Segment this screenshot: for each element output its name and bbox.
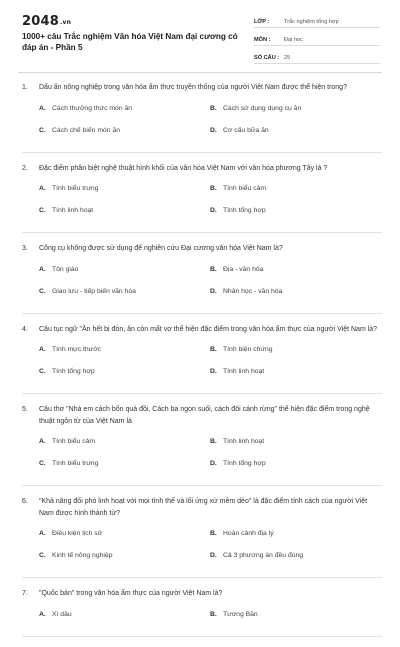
- answer-option[interactable]: [39, 528, 210, 539]
- option-text: Xì dầu: [52, 610, 72, 618]
- option-text: Địa - văn hóa: [223, 265, 264, 273]
- option-text: Tính biểu trưng: [52, 185, 99, 192]
- option-text: Tính linh hoạt: [223, 438, 265, 445]
- option-letter: A.: [39, 104, 46, 112]
- question-number: 5.: [22, 406, 28, 413]
- question-number: 3.: [22, 245, 28, 252]
- question-number: 7.: [22, 590, 28, 597]
- meta-label: MÔN :: [254, 37, 271, 43]
- question-header: [22, 82, 382, 94]
- answer-option[interactable]: [39, 550, 210, 561]
- answer-option[interactable]: [39, 436, 210, 447]
- answer-options: [39, 609, 382, 631]
- option-letter: B.: [210, 346, 217, 353]
- meta-value: Trắc nghiệm tổng hợp: [284, 19, 339, 25]
- document-title: 1000+ câu Trắc nghiệm Văn hóa Việt Nam đại cương có đáp án - Phần 5: [22, 32, 238, 52]
- option-letter: D.: [210, 287, 217, 295]
- meta-label: SỐ CÂU :: [254, 55, 280, 61]
- answer-option[interactable]: [39, 125, 210, 136]
- answer-option[interactable]: [210, 286, 381, 297]
- meta-info-box: [254, 12, 380, 66]
- option-text: Tính biểu trưng: [52, 460, 99, 467]
- option-text: Tính linh hoạt: [52, 207, 94, 214]
- option-text: Tính linh hoạt: [223, 368, 265, 375]
- answer-option[interactable]: [39, 205, 210, 216]
- question-item: [22, 404, 382, 486]
- answer-options: [39, 344, 382, 388]
- option-letter: D.: [210, 368, 217, 375]
- question-header: [22, 588, 382, 600]
- question-header: [22, 404, 382, 427]
- logo-main-text: 2048: [22, 14, 59, 29]
- option-letter: C.: [39, 207, 46, 214]
- question-header: [22, 243, 382, 255]
- answer-option[interactable]: [210, 264, 381, 275]
- answer-option[interactable]: [39, 609, 210, 620]
- question-text: Câu thơ "Nhà em cách bốn quả đồi, Cách ba ngọn suối, cách đôi cánh rừng" thể hiện đặc điểm trong nghệ thuật ngôn từ của Việt Nam là: [39, 406, 370, 425]
- question-text: Công cụ không được sử dụng để nghiên cứu Đại cương văn hóa Việt Nam là?: [39, 245, 283, 252]
- answer-option[interactable]: [39, 458, 210, 469]
- answer-options: [39, 264, 382, 308]
- answer-option[interactable]: [210, 436, 381, 447]
- question-number: 1.: [22, 84, 28, 91]
- answer-option[interactable]: [210, 205, 381, 216]
- answer-option[interactable]: [39, 183, 210, 194]
- answer-option[interactable]: [39, 344, 210, 355]
- meta-label: LỚP :: [254, 19, 270, 25]
- option-text: Tính tổng hợp: [52, 368, 95, 375]
- answer-option[interactable]: [39, 286, 210, 297]
- option-text: Cách sử dụng dụng cụ ăn: [223, 104, 302, 112]
- option-text: Cách thưởng thức món ăn: [52, 104, 133, 112]
- answer-option[interactable]: [210, 366, 381, 377]
- question-header: [22, 496, 382, 519]
- meta-value: 25: [284, 55, 291, 61]
- option-text: Tôn giáo: [52, 265, 79, 273]
- option-letter: C.: [39, 126, 46, 134]
- answer-option[interactable]: [210, 609, 381, 620]
- question-text: "Khả năng đối phó linh hoạt với mọi tình thế và lối ứng xử mềm dẻo" là đặc điểm tính cách của người Việt Nam được hình thành từ?: [39, 498, 368, 517]
- question-item: [22, 82, 382, 153]
- option-text: Kinh tế nông nghiệp: [52, 552, 113, 559]
- option-text: Tính biện chứng: [223, 346, 273, 353]
- question-item: [22, 243, 382, 314]
- option-letter: C.: [39, 368, 46, 375]
- question-item: [22, 496, 382, 578]
- option-text: Nhân học - văn hóa: [223, 287, 283, 295]
- question-text: Dấu ấn nông nghiệp trong văn hóa ẩm thực truyền thống của người Việt Nam được thể hiện trong?: [39, 84, 347, 91]
- question-header: [22, 163, 382, 175]
- header-divider: [18, 72, 382, 73]
- option-text: Điều kiện lịch sử: [52, 530, 103, 537]
- question-item: [22, 163, 382, 234]
- option-letter: D.: [210, 460, 217, 467]
- option-letter: D.: [210, 126, 217, 134]
- option-letter: A.: [39, 530, 46, 537]
- option-letter: D.: [210, 552, 217, 559]
- option-text: Tính mực thước: [52, 346, 102, 353]
- meta-row: [254, 12, 380, 28]
- answer-option[interactable]: [210, 344, 381, 355]
- option-letter: B.: [210, 610, 217, 618]
- option-text: Tính biểu cảm: [52, 438, 96, 445]
- option-letter: A.: [39, 438, 46, 445]
- question-number: 4.: [22, 325, 28, 333]
- option-text: Tính biểu cảm: [223, 185, 267, 192]
- answer-option[interactable]: [210, 103, 381, 114]
- question-number: 6.: [22, 498, 28, 505]
- option-letter: A.: [39, 185, 46, 192]
- answer-option[interactable]: [39, 366, 210, 377]
- answer-option[interactable]: [210, 183, 381, 194]
- question-item: [22, 588, 382, 637]
- site-logo[interactable]: [22, 14, 71, 29]
- option-text: Hoàn cảnh địa lý: [223, 530, 274, 537]
- meta-row: [254, 48, 380, 64]
- option-letter: B.: [210, 530, 217, 537]
- answer-options: [39, 528, 382, 572]
- option-text: Cách chế biến món ăn: [52, 126, 121, 134]
- option-letter: B.: [210, 104, 217, 112]
- question-item: [22, 324, 382, 395]
- option-letter: B.: [210, 438, 217, 445]
- option-letter: B.: [210, 265, 217, 273]
- option-letter: A.: [39, 265, 46, 273]
- option-text: Tương Bần: [223, 610, 258, 618]
- option-letter: D.: [210, 207, 217, 214]
- answer-option[interactable]: [210, 125, 381, 136]
- answer-option[interactable]: [39, 264, 210, 275]
- answer-option[interactable]: [210, 550, 381, 561]
- option-text: Tính tổng hợp: [223, 207, 266, 214]
- option-text: Tính tổng hợp: [223, 460, 266, 467]
- question-list: [22, 82, 382, 647]
- question-header: [22, 324, 382, 336]
- option-letter: B.: [210, 185, 217, 192]
- option-text: Cơ cấu bữa ăn: [223, 126, 269, 134]
- option-text: Giao lưu - tiếp biến văn hóa: [52, 287, 136, 295]
- option-letter: A.: [39, 610, 46, 618]
- option-letter: C.: [39, 287, 46, 295]
- option-text: Cả 3 phương án đều đúng: [223, 552, 304, 559]
- option-letter: C.: [39, 460, 46, 467]
- answer-option[interactable]: [39, 103, 210, 114]
- question-text: Câu tục ngữ "Ăn hết bị đòn, ăn còn mất vợ thể hiện đặc điểm trong văn hóa ẩm thực của người Việt Nam là?: [39, 325, 378, 333]
- page-header: [0, 0, 400, 66]
- answer-option[interactable]: [210, 528, 381, 539]
- option-letter: C.: [39, 552, 46, 559]
- answer-options: [39, 436, 382, 480]
- meta-value: Đại học: [284, 37, 303, 43]
- meta-row: [254, 30, 380, 46]
- logo-tld-text: .vn: [59, 19, 72, 26]
- answer-options: [39, 103, 382, 147]
- answer-option[interactable]: [210, 458, 381, 469]
- question-text: Đặc điểm phân biệt nghệ thuật hình khối của văn hóa Việt Nam với văn hóa phương Tây là ?: [39, 164, 328, 172]
- option-letter: A.: [39, 346, 46, 353]
- question-text: "Quốc bản" trong văn hóa ẩm thực của người Việt Nam là?: [39, 590, 223, 597]
- answer-options: [39, 183, 382, 227]
- question-number: 2.: [22, 164, 28, 172]
